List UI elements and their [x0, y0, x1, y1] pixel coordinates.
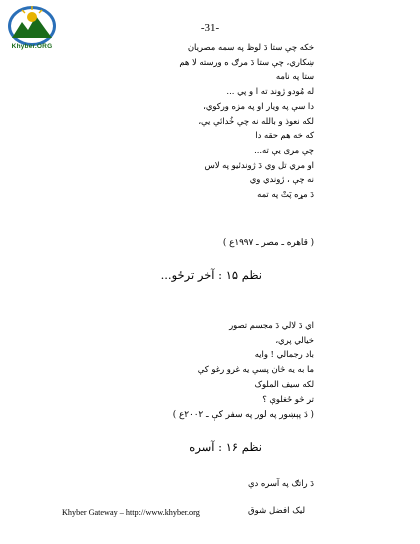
page-number: -31- — [200, 22, 220, 34]
poem-line: ستا په نامه — [275, 71, 314, 82]
poem-line: ښکاري، چې ستا دَ مرګ ه ورسته لا هم — [179, 56, 314, 67]
footer-site-link[interactable]: Khyber Gateway – http://www.khyber.org — [62, 508, 200, 517]
poem-2-date: ( دَ پېښور په لور په سفر کې ـ ۲۰۰۲ع ) — [172, 410, 314, 420]
poem-line: چې مری یې ته... — [254, 144, 314, 155]
poem-line: ما به يه څان پسې يه غرو رغو کې — [197, 364, 314, 375]
footer-author: ليک افضل شوق — [248, 506, 306, 516]
poem-line: دا سې په ويار او په مزه ورکوي، — [203, 100, 314, 111]
poem-2-title: نظم ۱۵ : آخر ترځو... — [160, 268, 262, 282]
poem-line: او مري تل وي دَ ژوندئيو په لاس — [204, 159, 314, 170]
poem-line: تر څو ځغلوې ؟ — [262, 393, 314, 404]
poem-line: له مُودو ژوند ته ا و پي ... — [226, 86, 314, 97]
poem-line: دَ مړه پَتْ په تمه — [257, 189, 314, 200]
poem-line: اي دَ لالي دَ مجسم تصور — [229, 320, 314, 330]
poem-line: خکه چې ستا دَ لوظ په سمه مصريان — [187, 42, 314, 52]
poem-line: نه چې ، ژوندي وي — [249, 174, 314, 185]
poem-line: باد رجمالي ! وايه — [254, 349, 314, 360]
poem-3-body — [248, 476, 314, 491]
poem-1-body — [179, 40, 314, 202]
poem-line: خيالي پري، — [275, 334, 314, 345]
poem-3-title: نظم ۱۶ : آسره — [189, 440, 262, 454]
poem-line: لکه سيف الملوک — [254, 378, 314, 389]
poem-line: که خه هم حقه دا — [255, 130, 314, 141]
poem-2-body — [198, 318, 314, 406]
logo-text: Khyber.ORG — [11, 43, 53, 50]
poem-line: دَ راتګ په آسره دې — [247, 478, 314, 488]
poem-line: لکه نعوذ و بالله نه چې خُدائې يې، — [198, 115, 314, 126]
poem-1-date: ( قاهره ـ مصر ـ ۱۹۹۷ع ) — [222, 238, 314, 248]
